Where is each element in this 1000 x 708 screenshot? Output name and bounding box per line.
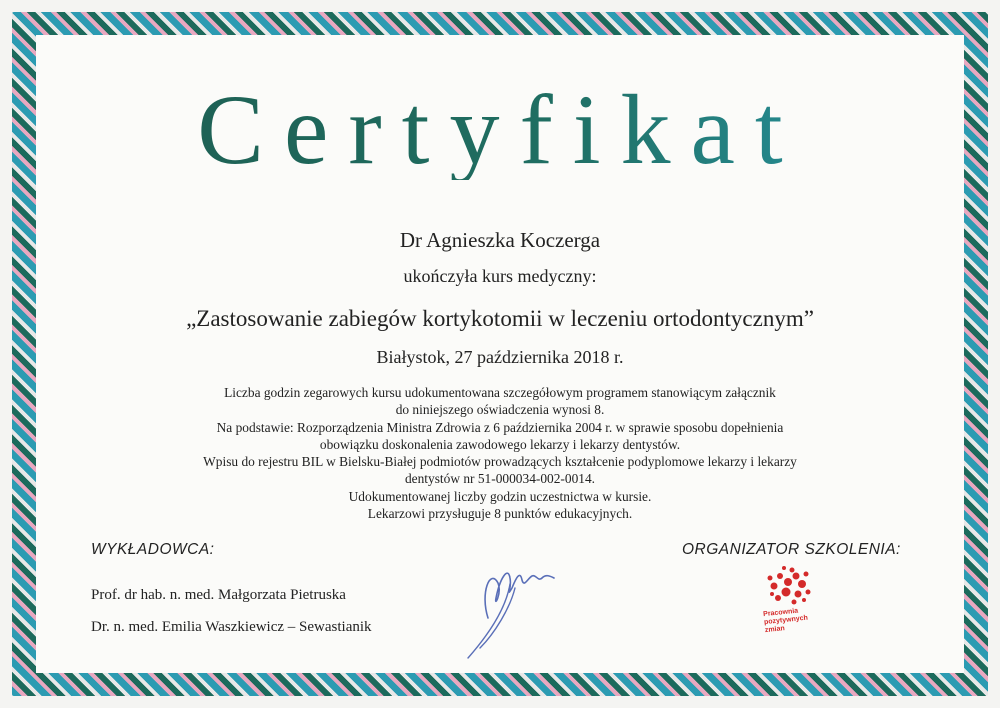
body-line: Udokumentowanej liczby godzin uczestnictwa w kursie. — [348, 488, 652, 504]
signature-icon — [450, 548, 570, 668]
recipient-name: Dr Agnieszka Koczerga — [399, 228, 601, 252]
certificate-title: Certyfikat — [0, 80, 1000, 180]
lecturer-name: Dr. n. med. Emilia Waszkiewicz – Sewastianik — [91, 619, 372, 635]
body-line: Wpisu do rejestru BIL w Bielsku-Białej podmiotów prowadzących kształcenie podyplomowe lekarzy i lekarzy — [203, 454, 797, 470]
course-title: „Zastosowanie zabiegów kortykotomii w leczeniu ortodontycznym” — [186, 306, 814, 331]
body-line: dentystów nr 51-000034-002-0014. — [404, 471, 596, 487]
place-date: Białystok, 27 października 2018 r. — [376, 347, 624, 367]
body-line: Liczba godzin zegarowych kursu udokumentowana szczegółowym programem stanowiącym załącznik — [224, 385, 776, 400]
lecturer-label: WYKŁADOWCA: — [91, 541, 215, 558]
certificate-body — [0, 384, 1000, 522]
body-line: do niniejszego oświadczenia wynosi 8. — [395, 402, 605, 418]
organizer-label: ORGANIZATOR SZKOLENIA: — [682, 541, 901, 558]
body-line: Na podstawie: Rozporządzenia Ministra Zdrowia z 6 października 2004 r. w sprawie sposobu dopełnienia — [216, 419, 784, 435]
lecturer-name: Prof. dr hab. n. med. Małgorzata Pietruska — [91, 587, 346, 603]
body-line: Lekarzowi przysługuje 8 punktów edukacyjnych. — [367, 506, 633, 522]
organizer-logo-text: Pracownia pozytywnych zmian — [762, 607, 809, 635]
body-line: obowiązku doskonalenia zawodowego lekarzy i lekarzy dentystów. — [319, 436, 681, 452]
intro-text: ukończyła kurs medyczny: — [403, 266, 597, 286]
